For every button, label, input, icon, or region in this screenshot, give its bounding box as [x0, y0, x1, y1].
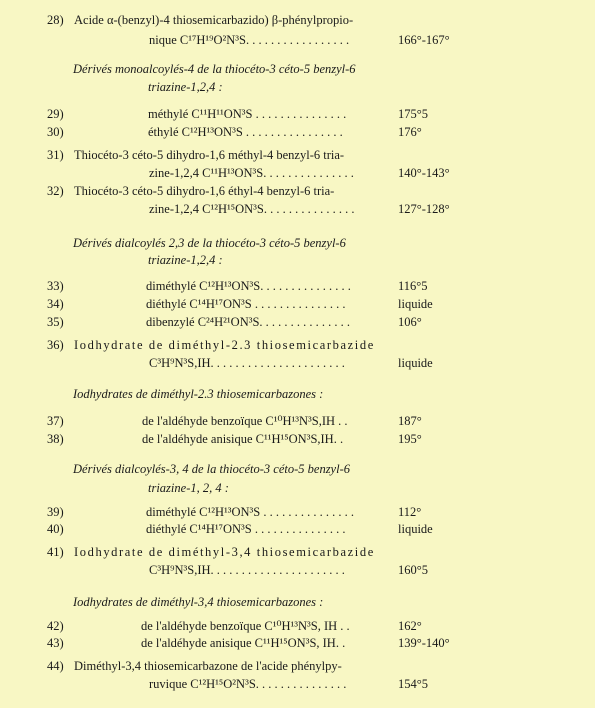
- entry-value: 154°5: [398, 677, 428, 691]
- entry-number: 29): [47, 107, 64, 121]
- entry-text: diméthylé C¹²H¹³ON³S . . . . . . . . . . . . . . .: [146, 505, 354, 519]
- entry-value: liquide: [398, 297, 433, 311]
- entry-text-line1: Iodhydrate de diméthyl-3,4 thiosemicarbazide: [74, 545, 375, 559]
- section-heading: Dérivés monoalcoylés-4 de la thiocéto-3 céto-5 benzyl-6: [73, 62, 356, 76]
- entry-value: 112°: [398, 505, 422, 519]
- entry-value: liquide: [398, 522, 433, 536]
- section-heading: Dérivés dialcoylés 2,3 de la thiocéto-3 céto-5 benzyl-6: [73, 236, 346, 250]
- entry-text: éthylé C¹²H¹³ON³S . . . . . . . . . . . . . . . .: [148, 125, 343, 139]
- entry-number: 42): [47, 619, 64, 633]
- entry-text-line1: Thiocéto-3 céto-5 dihydro-1,6 éthyl-4 benzyl-6 tria-: [74, 184, 335, 198]
- entry-number: 28): [47, 13, 64, 27]
- entry-value: 166°-167°: [398, 33, 450, 47]
- entry-value: 187°: [398, 414, 422, 428]
- entry-text-line2: zine-1,2,4 C¹²H¹⁵ON³S. . . . . . . . . . . . . . .: [149, 202, 355, 216]
- entry-value: 176°: [398, 125, 422, 139]
- entry-text-line2: nique C¹⁷H¹⁹O²N³S. . . . . . . . . . . . . . . . .: [149, 33, 350, 47]
- entry-value: 160°5: [398, 563, 428, 577]
- entry-number: 44): [47, 659, 64, 673]
- entry-number: 34): [47, 297, 64, 311]
- entry-text: diméthylé C¹²H¹³ON³S. . . . . . . . . . . . . . .: [146, 279, 351, 293]
- entry-number: 36): [47, 338, 64, 352]
- entry-number: 38): [47, 432, 64, 446]
- entry-text-line1: Iodhydrate de diméthyl-2.3 thiosemicarbazide: [74, 338, 375, 352]
- section-heading-cont: triazine-1, 2, 4 :: [148, 481, 229, 495]
- entry-number: 40): [47, 522, 64, 536]
- entry-text: de l'aldéhyde anisique C¹¹H¹⁵ON³S,IH. .: [142, 432, 344, 446]
- section-heading: Iodhydrates de diméthyl-2.3 thiosemicarbazones :: [73, 387, 324, 401]
- entry-text-line2: zine-1,2,4 C¹¹H¹³ON³S. . . . . . . . . . . . . . .: [149, 166, 354, 180]
- entry-value: 195°: [398, 432, 422, 446]
- entry-text: dibenzylé C²⁴H²¹ON³S. . . . . . . . . . . . . . .: [146, 315, 351, 329]
- entry-text-line1: Diméthyl-3,4 thiosemicarbazone de l'acide phénylpy-: [74, 659, 342, 673]
- entry-value: 162°: [398, 619, 422, 633]
- section-heading-cont: triazine-1,2,4 :: [148, 253, 223, 267]
- entry-text-line2: C³H⁹N³S,IH. . . . . . . . . . . . . . . . . . . . . .: [149, 356, 345, 370]
- entry-number: 32): [47, 184, 64, 198]
- entry-value: 106°: [398, 315, 422, 329]
- section-heading: Iodhydrates de diméthyl-3,4 thiosemicarbazones :: [73, 595, 324, 609]
- entry-number: 30): [47, 125, 64, 139]
- entry-value: 139°-140°: [398, 636, 450, 650]
- entry-text: de l'aldéhyde benzoïque C¹⁰H¹³N³S, IH . .: [141, 619, 350, 633]
- entry-value: 116°5: [398, 279, 428, 293]
- entry-value: 175°5: [398, 107, 428, 121]
- entry-text-line1: Acide α-(benzyl)-4 thiosemicarbazido) β-phénylpropio-: [74, 13, 354, 27]
- entry-number: 33): [47, 279, 64, 293]
- entry-value: 140°-143°: [398, 166, 450, 180]
- entry-value: liquide: [398, 356, 433, 370]
- entry-text-line1: Thiocéto-3 céto-5 dihydro-1,6 méthyl-4 benzyl-6 tria-: [74, 148, 345, 162]
- entry-text: diéthylé C¹⁴H¹⁷ON³S . . . . . . . . . . . . . . .: [146, 297, 346, 311]
- entry-number: 35): [47, 315, 64, 329]
- entry-text: méthylé C¹¹H¹¹ON³S . . . . . . . . . . . . . . .: [148, 107, 347, 121]
- entry-text: de l'aldéhyde benzoïque C¹⁰H¹³N³S,IH . .: [142, 414, 348, 428]
- entry-text: de l'aldéhyde anisique C¹¹H¹⁵ON³S, IH. .: [141, 636, 346, 650]
- entry-number: 31): [47, 148, 64, 162]
- section-heading: Dérivés dialcoylés-3, 4 de la thiocéto-3 céto-5 benzyl-6: [73, 462, 350, 476]
- entry-number: 39): [47, 505, 64, 519]
- entry-value: 127°-128°: [398, 202, 450, 216]
- entry-number: 43): [47, 636, 64, 650]
- entry-text-line2: ruvique C¹²H¹⁵O²N³S. . . . . . . . . . . . . . .: [149, 677, 347, 691]
- section-heading-cont: triazine-1,2,4 :: [148, 80, 223, 94]
- entry-number: 41): [47, 545, 64, 559]
- entry-number: 37): [47, 414, 64, 428]
- entry-text: diéthylé C¹⁴H¹⁷ON³S . . . . . . . . . . . . . . .: [146, 522, 346, 536]
- entry-text-line2: C³H⁹N³S,IH. . . . . . . . . . . . . . . . . . . . . .: [149, 563, 345, 577]
